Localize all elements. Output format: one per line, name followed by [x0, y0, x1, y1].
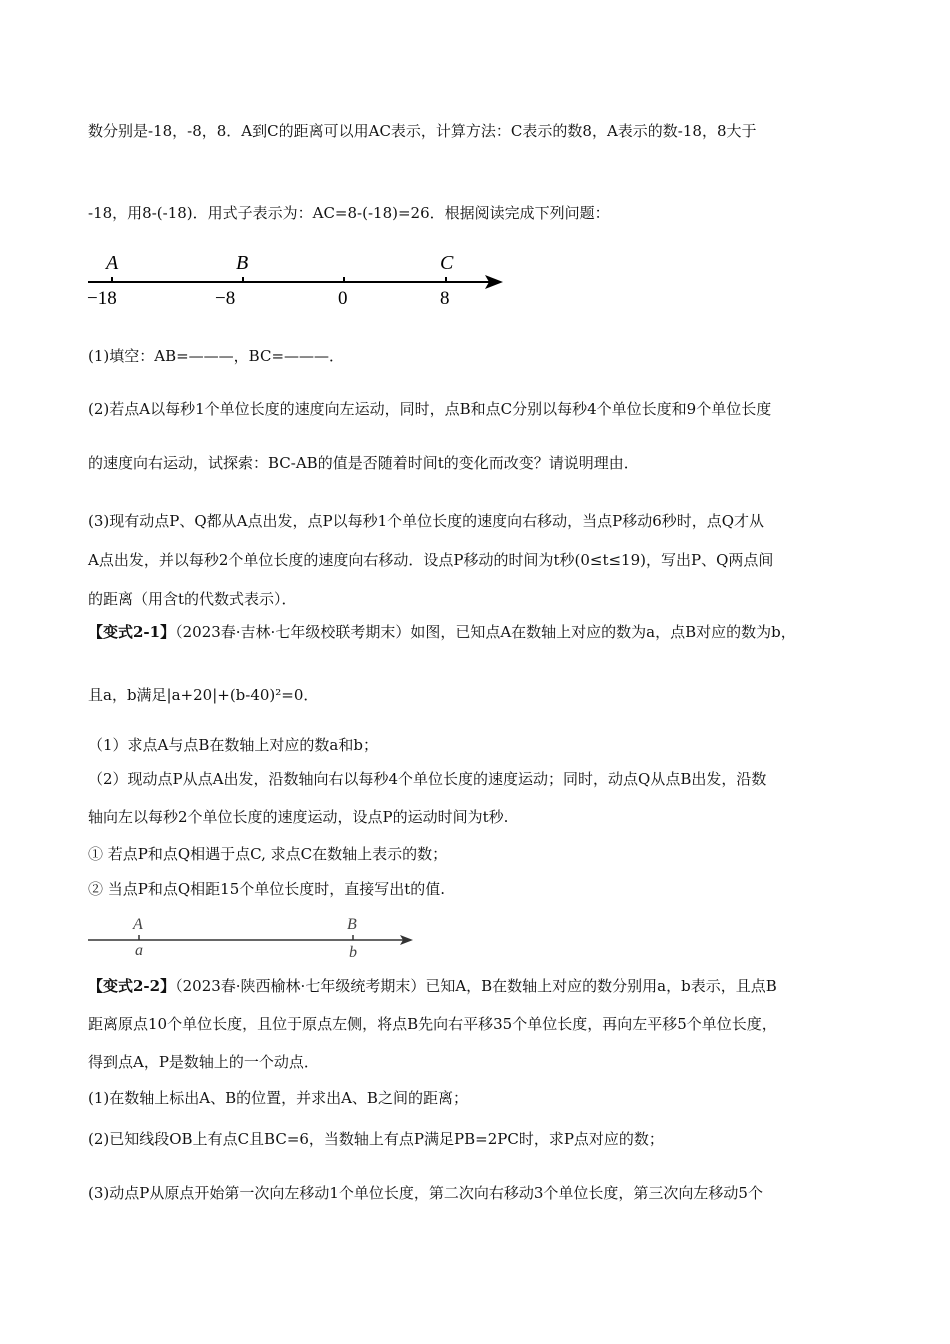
point-label-b: B	[236, 252, 249, 274]
tick-label-b: b	[349, 944, 357, 961]
text-line-12: （2）现动点P从点A出发，沿数轴向右以每秒4个单位长度的速度运动；同时，动点Q从点B出发，沿数	[88, 770, 767, 788]
text-line-21: (3)动点P从原点开始第一次向左移动1个单位长度，第二次向右移动3个单位长度，第三次向左移动5个	[88, 1184, 763, 1202]
text-line-17: 距离原点10个单位长度，且位于原点左侧，将点B先向右平移35个单位长度，再向左平移5个单位长度，	[88, 1015, 777, 1033]
point-label-c: C	[440, 252, 454, 274]
text-line-15: ② 当点P和点Q相距15个单位长度时，直接写出t的值.	[88, 880, 446, 898]
text-line-13: 轴向左以每秒2个单位长度的速度运动，设点P的运动时间为t秒.	[88, 808, 509, 826]
text-line-18: 得到点A，P是数轴上的一个动点．	[88, 1053, 319, 1071]
number-line-figure-1	[85, 250, 515, 310]
tick-label-0: 0	[338, 288, 348, 309]
tick-label-neg8: −8	[215, 288, 236, 309]
text-line-11: （1）求点A与点B在数轴上对应的数a和b；	[88, 736, 378, 754]
point-label-a: A	[106, 252, 119, 274]
text-line-8: 的距离（用含t的代数式表示）．	[88, 590, 297, 608]
tick-label-neg18: −18	[87, 288, 117, 309]
text-line-6: (3)现有动点P、Q都从A点出发，点P以每秒1个单位长度的速度向右移动，当点P移动6秒时，点Q才从	[88, 512, 765, 530]
tick-label-8: 8	[440, 288, 450, 309]
text-line-16	[88, 975, 878, 997]
number-line-figure-2	[85, 912, 425, 962]
text-line-1: 数分别是-18，-8，8．A到C的距离可以用AC表示，计算方法：C表示的数8，A表示的数-18，8大于	[88, 122, 757, 140]
point-label-a-2: A	[133, 916, 143, 933]
variant-2-1-text: （2023春·吉林·七年级校联考期末）如图，已知点A在数轴上对应的数为a，点B对应的数为b，	[175, 623, 796, 641]
variant-tag-2-1: 【变式2-1】	[88, 623, 176, 641]
text-line-4: (2)若点A以每秒1个单位长度的速度向左运动，同时，点B和点C分别以每秒4个单位长度和9个单位长度	[88, 400, 772, 418]
tick-label-a: a	[135, 942, 143, 959]
point-label-b-2: B	[347, 916, 357, 933]
text-line-3: (1)填空：AB=———，BC=———．	[88, 347, 345, 365]
variant-2-2-text: （2023春·陕西榆林·七年级统考期末）已知A，B在数轴上对应的数分别用a，b表示，且点B	[175, 977, 777, 995]
text-line-7: A点出发，并以每秒2个单位长度的速度向右移动．设点P移动的时间为t秒(0≤t≤19)，写出P、Q两点间	[88, 551, 774, 569]
text-line-20: (2)已知线段OB上有点C且BC=6，当数轴上有点P满足PB=2PC时，求P点对应的数；	[88, 1130, 664, 1148]
text-line-9	[88, 621, 878, 643]
text-line-14: ① 若点P和点Q相遇于点C, 求点C在数轴上表示的数；	[88, 845, 448, 863]
text-line-19: (1)在数轴上标出A、B的位置，并求出A、B之间的距离；	[88, 1089, 468, 1107]
text-line-5: 的速度向右运动，试探索：BC-AB的值是否随着时间t的变化而改变？请说明理由．	[88, 454, 639, 472]
text-line-10: 且a，b满足|a+20|+(b-40)²=0．	[88, 686, 319, 704]
text-line-2: -18，用8-(-18)．用式子表示为：AC=8-(-18)=26．根据阅读完成下列问题：	[88, 204, 610, 222]
variant-tag-2-2: 【变式2-2】	[88, 977, 176, 995]
